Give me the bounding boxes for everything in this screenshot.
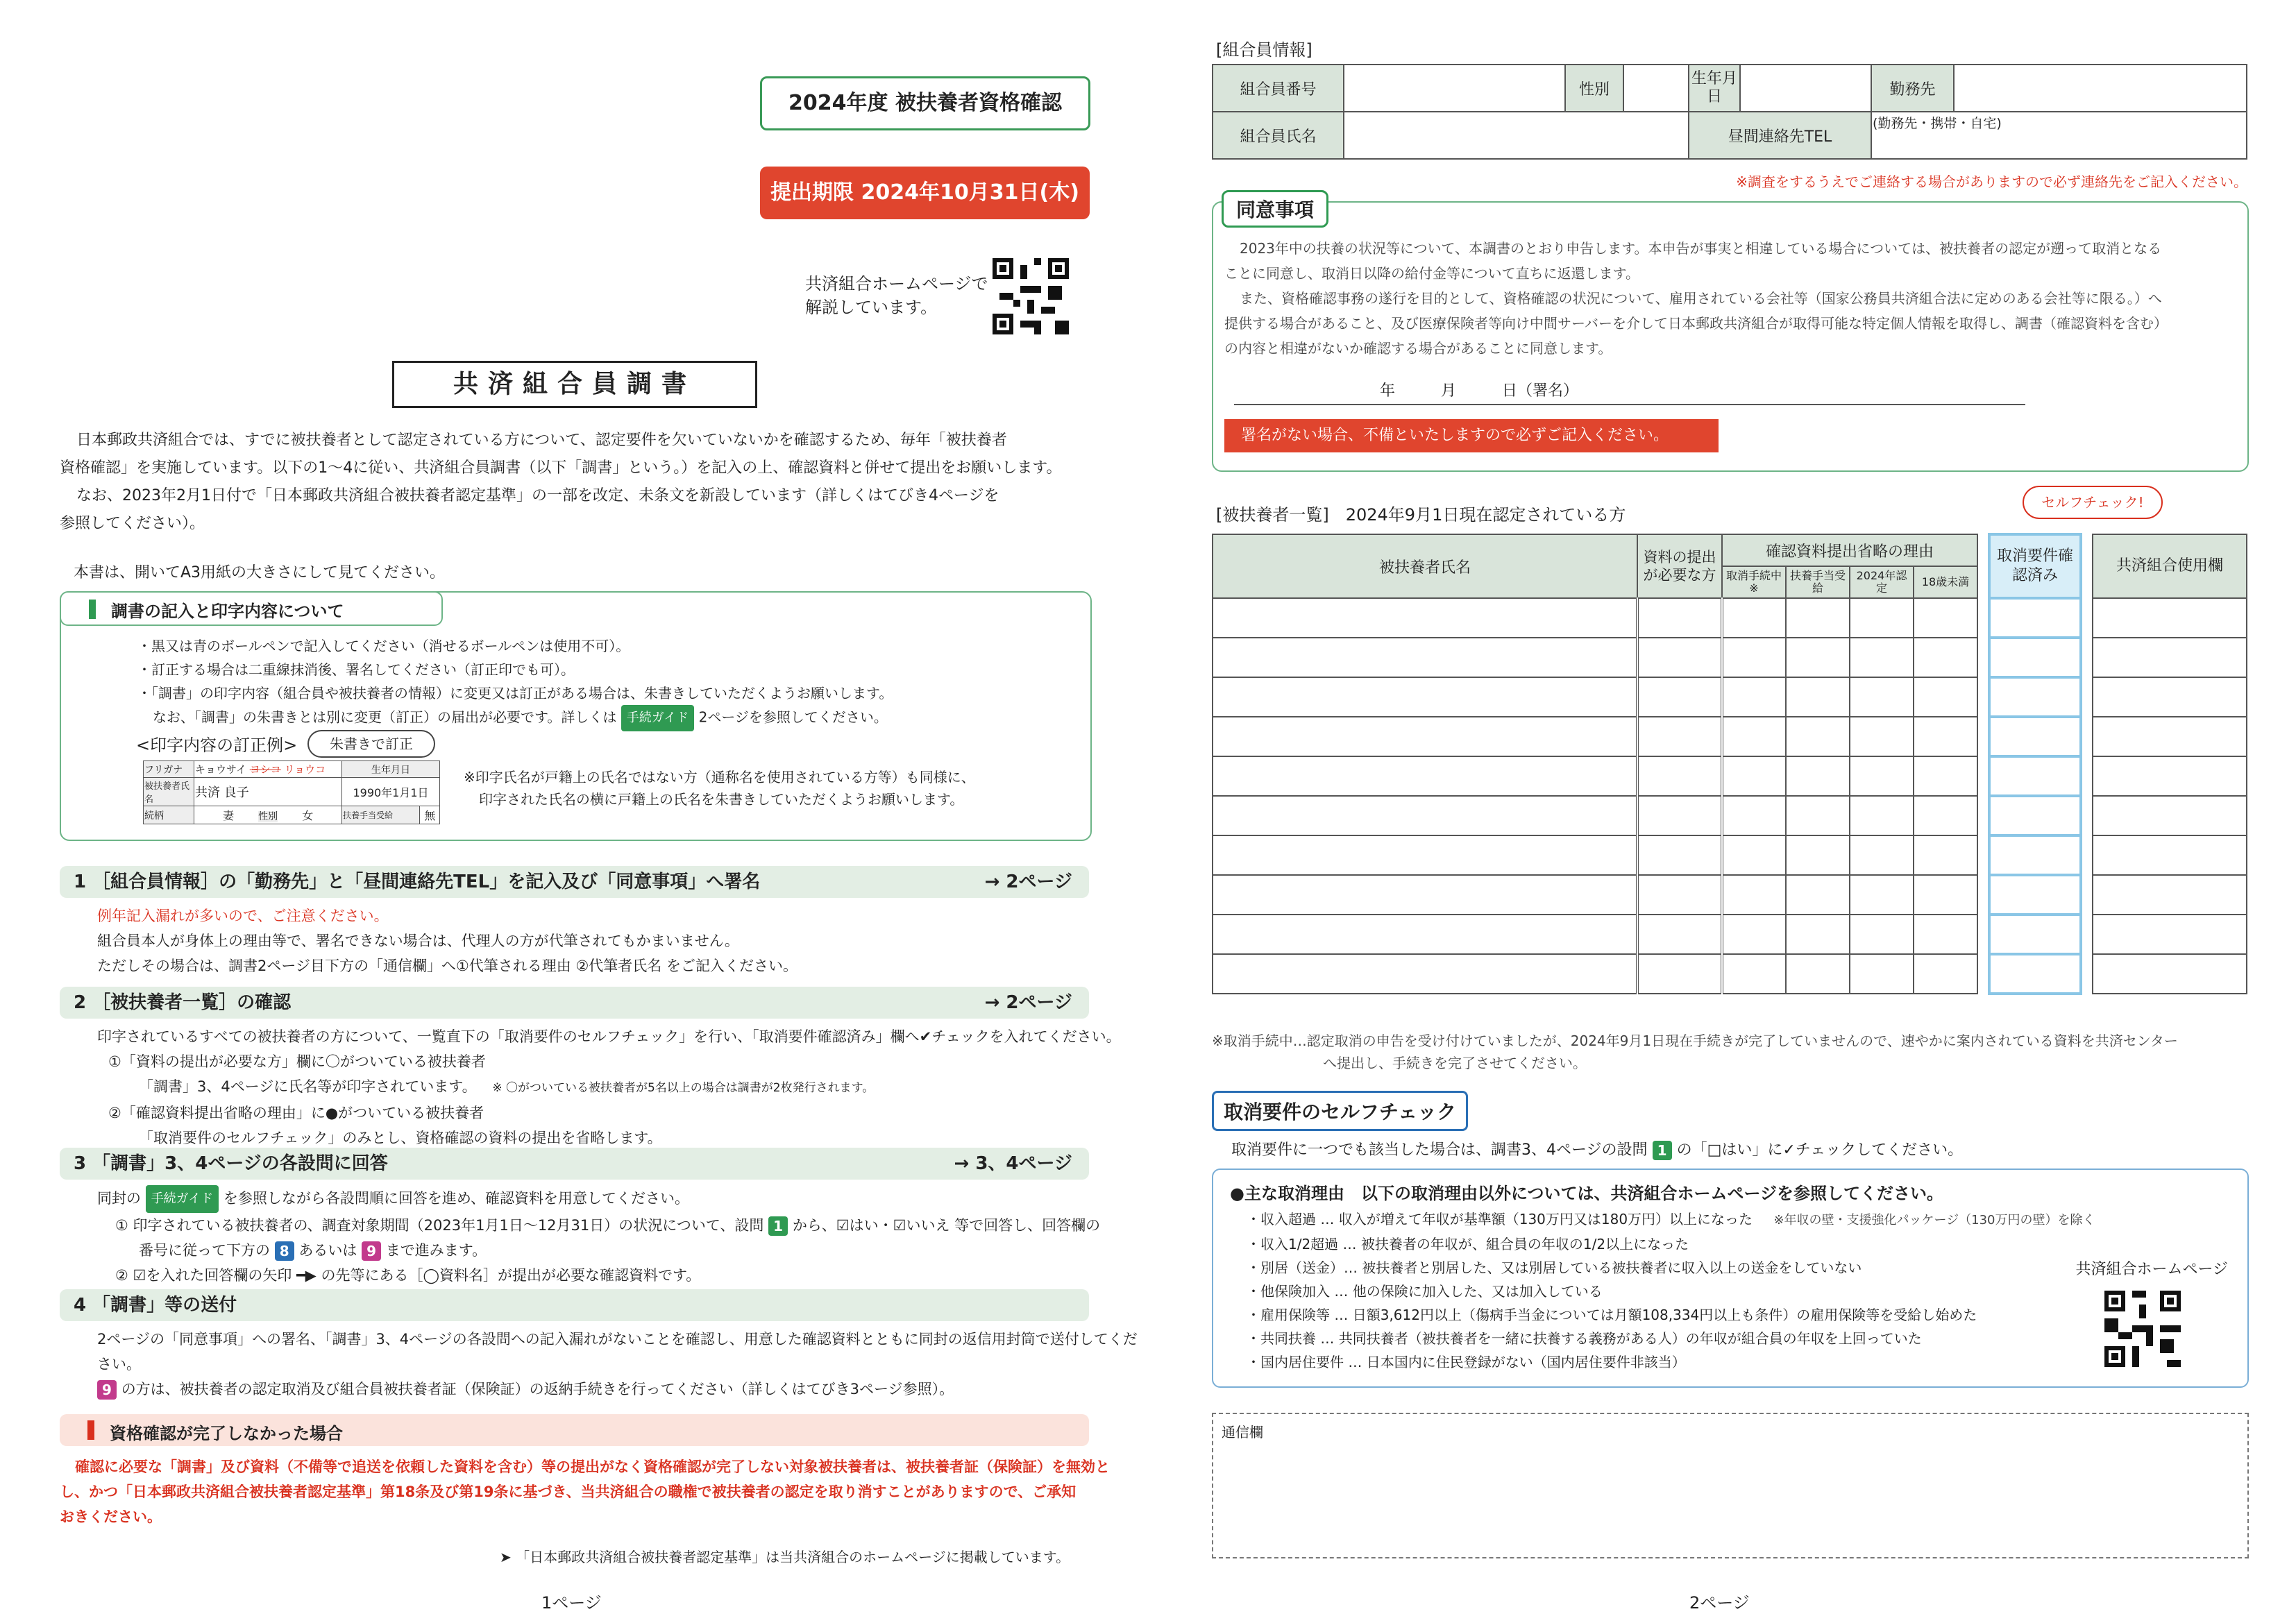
dep-name-cell xyxy=(1213,875,1637,915)
step-9-badge: 9 xyxy=(97,1380,117,1400)
dep-need-cell xyxy=(1637,638,1722,677)
gap xyxy=(1977,534,1989,598)
section-2-line: ②「確認資料提出省略の理由」に●がついている被扶養者 xyxy=(108,1105,484,1121)
fill-item: ・訂正する場合は二重線抹消後、署名してください（訂正印でも可）。 xyxy=(137,661,575,678)
tel-note: ※調査をするうえでご連絡する場合がありますので必ず連絡先をご記入ください。 xyxy=(1736,173,2247,190)
bubble-text: 朱書きで訂正 xyxy=(330,736,413,752)
gap xyxy=(1977,915,1989,954)
section-1-line: ただしその場合は、調書2ページ目下方の「通信欄」へ①代筆される理由 ②代筆者氏名 をご記入ください。 xyxy=(97,958,797,974)
dep-row xyxy=(1213,677,2247,717)
dep-check-cell[interactable] xyxy=(1989,796,2081,835)
dep-name-cell xyxy=(1213,915,1637,954)
page-number-2: 2ページ xyxy=(1689,1593,1750,1613)
dep-need-cell xyxy=(1637,915,1722,954)
sample-furigana-red: リョウコ xyxy=(284,763,326,776)
fill-instructions-box xyxy=(60,591,1092,841)
gap xyxy=(2081,796,2093,835)
dep-r3-cell xyxy=(1850,915,1914,954)
sample-name: 共済 良子 xyxy=(194,778,342,806)
incomplete-title: 資格確認が完了しなかった場合 xyxy=(110,1424,343,1443)
gap xyxy=(1977,796,1989,835)
section-3-body xyxy=(97,1185,1100,1288)
fill-box-title: 調書の記入と印字内容について xyxy=(111,602,344,621)
dep-r1-header: 取消手続中※ xyxy=(1722,566,1786,598)
section-1-title: 1 ［組合員情報］の「勤務先」と「昼間連絡先TEL」を記入及び「同意事項」へ署名 xyxy=(74,872,761,892)
dep-r1-cell xyxy=(1722,756,1786,796)
gap xyxy=(2081,954,2093,994)
dep-need-header: 資料の提出が必要な方 xyxy=(1637,534,1722,598)
signature-date-label: 年 月 日（署名） xyxy=(1380,382,1579,400)
dep-use-cell xyxy=(2093,835,2247,875)
dep-name-cell xyxy=(1213,638,1637,677)
hp-note xyxy=(805,272,988,319)
dep-r2-cell xyxy=(1786,598,1850,638)
dep-r4-cell xyxy=(1914,796,1977,835)
dep-check-cell[interactable] xyxy=(1989,915,2081,954)
dep-r3-cell xyxy=(1850,717,1914,756)
fill-box-header xyxy=(60,591,443,626)
section-2-line: ①「資料の提出が必要な方」欄に〇がついている被扶養者 xyxy=(108,1053,486,1070)
section-3-text: 番号に従って下方の xyxy=(139,1242,270,1259)
dep-r3-cell xyxy=(1850,796,1914,835)
dep-row xyxy=(1213,835,2247,875)
sample-dob-label: 生年月日 xyxy=(342,761,440,778)
dep-rows xyxy=(1213,598,2247,994)
dob-field[interactable] xyxy=(1740,65,1871,112)
dep-r1-cell xyxy=(1722,875,1786,915)
example-label: <印字内容の訂正例> xyxy=(136,736,298,755)
consent-line: また、資格確認事務の遂行を目的として、資格確認の状況について、雇用されている会社等（国家公務員共済組合法に定めのある会社等に限る。）へ xyxy=(1240,290,2162,307)
dep-row xyxy=(1213,954,2247,994)
dep-name-cell xyxy=(1213,796,1637,835)
section-4-title: 4 「調書」等の送付 xyxy=(74,1295,237,1316)
gap xyxy=(1977,638,1989,677)
communication-title: 通信欄 xyxy=(1222,1424,1263,1441)
cancel-reason: ・別居（送金）… 被扶養者と別居した、又は別居している被扶養者に収入以上の送金をしていない xyxy=(1247,1259,1862,1276)
dep-r1-cell xyxy=(1722,598,1786,638)
section-3-line3 xyxy=(97,1238,1100,1263)
dep-r3-cell xyxy=(1850,875,1914,915)
gap xyxy=(1977,717,1989,756)
section-3-bar xyxy=(60,1148,1089,1180)
tel-hint: (勤務先・携帯・自宅) xyxy=(1873,116,2002,131)
section-2-bar xyxy=(60,987,1089,1019)
dob-label: 生年月日 xyxy=(1689,65,1740,112)
section-2-page: → 2ページ xyxy=(984,992,1072,1013)
dep-r3-cell xyxy=(1850,835,1914,875)
section-4-bar xyxy=(60,1289,1089,1321)
section-3-line: ② ☑を入れた回答欄の矢印 ━▶ の先等にある［◯資料名］が提出が必要な確認資料です。 xyxy=(115,1267,701,1284)
question-1-badge: 1 xyxy=(1653,1141,1672,1160)
tel-field[interactable] xyxy=(1871,112,2247,159)
section-3-page: → 3、4ページ xyxy=(954,1153,1072,1174)
section-1-bar xyxy=(60,866,1089,898)
dep-need-cell xyxy=(1637,796,1722,835)
dep-reason-header: 確認資料提出省略の理由 xyxy=(1722,534,1977,566)
step-9-badge: 9 xyxy=(362,1241,381,1261)
section-3-text: から、☑はい・☑いいえ 等で回答し、回答欄の xyxy=(792,1217,1101,1234)
dep-use-cell xyxy=(2093,875,2247,915)
member-number-label: 組合員番号 xyxy=(1213,65,1344,112)
dep-check-cell[interactable] xyxy=(1989,756,2081,796)
dep-r1-cell xyxy=(1722,796,1786,835)
sample-furigana-strike: ヨシコ xyxy=(249,763,281,776)
communication-box[interactable] xyxy=(1212,1413,2249,1558)
dep-need-cell xyxy=(1637,677,1722,717)
gap xyxy=(1977,598,1989,638)
dep-name-cell xyxy=(1213,756,1637,796)
section-2-note: ※ 〇がついている被扶養者が5名以上の場合は調書が2枚発行されます。 xyxy=(492,1081,875,1095)
incomplete-bar xyxy=(60,1414,1089,1446)
dep-r2-cell xyxy=(1786,677,1850,717)
consent-title: 同意事項 xyxy=(1236,198,1315,221)
dep-check-cell[interactable] xyxy=(1989,598,2081,638)
incomplete-line: おきください。 xyxy=(60,1509,162,1525)
selfcheck-desc-text: の「□はい」に✓チェックしてください。 xyxy=(1676,1141,1964,1159)
workplace-field[interactable] xyxy=(1954,65,2247,112)
sample-dob: 1990年1月1日 xyxy=(342,778,440,806)
dep-need-cell xyxy=(1637,875,1722,915)
section-2-text: 「調書」3、4ページに氏名等が印字されています。 xyxy=(139,1078,477,1095)
sample-furigana-label: フリガナ xyxy=(144,761,194,778)
section-4-line: 2ページの「同意事項」への署名、「調書」3、4ページの各設問への記入漏れがないことを確認し、用意した確認資料とともに同封の返信用封筒で送付してくだ xyxy=(97,1331,1138,1348)
dep-r3-cell xyxy=(1850,677,1914,717)
page-2 xyxy=(1148,0,2296,1623)
dep-check-cell[interactable] xyxy=(1989,717,2081,756)
section-1-page: → 2ページ xyxy=(984,872,1072,892)
deadline-banner xyxy=(760,167,1090,219)
signature-warning-text: 署名がない場合、不備といたしますので必ずご記入ください。 xyxy=(1241,427,1669,444)
incomplete-line: し、かつ「日本郵政共済組合被扶養者認定基準」第18条及び第19条に基づき、当共済組合の職権で被扶養者の認定を取り消すことがありますので、ご承知 xyxy=(60,1484,1077,1500)
dep-use-header: 共済組合使用欄 xyxy=(2093,534,2247,598)
consent-box xyxy=(1212,198,2249,472)
gap xyxy=(1977,756,1989,796)
sample-sex-label: 性別 xyxy=(258,811,278,822)
dep-use-cell xyxy=(2093,677,2247,717)
dep-r1-cell xyxy=(1722,677,1786,717)
section-3-text: ① 印字されている被扶養者の、調査対象期間（2023年1月1日～12月31日）の状況について、設問 xyxy=(115,1217,764,1234)
gap xyxy=(1977,875,1989,915)
gap xyxy=(2081,915,2093,954)
sample-note: 印字された氏名の横に戸籍上の氏名を朱書きしていただくようお願いします。 xyxy=(479,791,964,808)
dep-row xyxy=(1213,756,2247,796)
tel-label: 昼間連絡先TEL xyxy=(1689,112,1871,159)
page-number-1: 1ページ xyxy=(541,1593,602,1613)
selfcheck-bubble xyxy=(2023,486,2163,519)
section-3-text: を参照しながら各設問順に回答を進め、確認資料を用意してください。 xyxy=(223,1190,690,1207)
hp-note-line1: 共済組合ホームページで xyxy=(805,274,988,294)
dep-use-cell xyxy=(2093,915,2247,954)
cancel-reason: ・雇用保険等 … 日額3,612円以上（傷病手当金については月額108,334円以上も条件）の雇用保険等を受給し始めた xyxy=(1247,1307,1977,1323)
incomplete-body xyxy=(60,1454,1110,1529)
sample-rel-label: 続柄 xyxy=(144,806,194,824)
dep-r2-cell xyxy=(1786,954,1850,994)
intro-line: なお、2023年2月1日付で「日本郵政共済組合被扶養者認定基準」の一部を改定、未条文を新設しています（詳しくはてびき4ページを xyxy=(76,487,999,504)
member-name-label: 組合員氏名 xyxy=(1213,112,1344,159)
section-3-text: あるいは xyxy=(298,1242,357,1259)
dep-need-cell xyxy=(1637,756,1722,796)
section-2-line: 「取消要件のセルフチェック」のみとし、資格確認の資料の提出を省略します。 xyxy=(139,1130,662,1146)
sample-furigana-cell xyxy=(194,761,342,778)
dep-row xyxy=(1213,717,2247,756)
dep-r2-cell xyxy=(1786,717,1850,756)
question-1-badge: 1 xyxy=(768,1216,788,1236)
dep-check-cell[interactable] xyxy=(1989,875,2081,915)
dep-name-cell xyxy=(1213,835,1637,875)
dep-r4-cell xyxy=(1914,954,1977,994)
dep-r1-cell xyxy=(1722,717,1786,756)
gap xyxy=(2081,638,2093,677)
qr-code-icon[interactable] xyxy=(2104,1291,2181,1367)
cancel-reason-note: ※年収の壁・支援強化パッケージ（130万円の壁）を除く xyxy=(1773,1213,2095,1227)
gap xyxy=(2081,717,2093,756)
dep-name-cell xyxy=(1213,954,1637,994)
dep-check-cell[interactable] xyxy=(1989,677,2081,717)
procedure-guide-tag: 手続ガイド xyxy=(621,705,694,731)
gap xyxy=(2081,756,2093,796)
year-box-text: 2024年度 被扶養者資格確認 xyxy=(788,91,1062,115)
section-1-line: 組合員本人が身体上の理由等で、署名できない場合は、代理人の方が代筆されてもかまいません。 xyxy=(97,933,739,949)
section-2-line: 印字されているすべての被扶養者の方について、一覧直下の「取消要件のセルフチェック」を行い、「取消要件確認済み」欄へ✔チェックを入れてください。 xyxy=(97,1028,1121,1045)
dep-r3-cell xyxy=(1850,756,1914,796)
dep-need-cell xyxy=(1637,835,1722,875)
sample-name-label: 被扶養者氏名 xyxy=(144,778,194,806)
dep-use-cell xyxy=(2093,717,2247,756)
green-mark xyxy=(89,600,96,619)
sample-proc-label: 扶養手当受給 xyxy=(342,806,420,824)
dep-check-cell[interactable] xyxy=(1989,835,2081,875)
member-name-field[interactable] xyxy=(1344,112,1689,159)
correction-bubble xyxy=(307,730,435,758)
dep-r2-cell xyxy=(1786,638,1850,677)
dep-r3-cell xyxy=(1850,638,1914,677)
selfcheck-desc xyxy=(1231,1138,1963,1160)
gap xyxy=(2081,598,2093,638)
gap xyxy=(2081,677,2093,717)
dep-use-cell xyxy=(2093,756,2247,796)
dep-check-cell[interactable] xyxy=(1989,638,2081,677)
gap xyxy=(2081,835,2093,875)
dep-r1-cell xyxy=(1722,915,1786,954)
fill-item: ・黒又は青のボールペンで記入してください（消せるボールペンは使用不可）。 xyxy=(137,638,630,654)
cancel-reason-item1 xyxy=(1247,1207,2095,1232)
sex-label: 性別 xyxy=(1565,65,1623,112)
fill-items xyxy=(137,634,893,731)
cancel-reason: ・収入1/2超過 … 被扶養者の年収が、組合員の年収の1/2以上になった xyxy=(1247,1236,1689,1252)
dep-row xyxy=(1213,796,2247,835)
dep-name-cell xyxy=(1213,677,1637,717)
cancel-reason: ・国内居住要件 … 日本国内に住民登録がない（国内居住要件非該当） xyxy=(1247,1354,1686,1370)
dep-r2-cell xyxy=(1786,756,1850,796)
dep-use-cell xyxy=(2093,598,2247,638)
dep-r1-cell xyxy=(1722,954,1786,994)
consent-title-box xyxy=(1222,190,1328,228)
dep-r4-cell xyxy=(1914,717,1977,756)
footer-note: ➤ 「日本郵政共済組合被扶養者認定基準」は当共済組合のホームページに掲載しています。 xyxy=(500,1549,1070,1565)
intro-line: 参照してください）。 xyxy=(60,515,205,532)
dep-r4-cell xyxy=(1914,598,1977,638)
dep-r4-header: 18歳未満 xyxy=(1914,566,1977,598)
fill-item-text: 2ページを参照してください。 xyxy=(698,708,888,726)
deadline-text: 提出期限 2024年10月31日(木) xyxy=(770,180,1079,205)
dep-use-cell xyxy=(2093,796,2247,835)
cancel-reasons-list xyxy=(1247,1207,2095,1374)
hp-label: 共済組合ホームページ xyxy=(2075,1261,2228,1278)
sample-proc: 無 xyxy=(420,806,440,824)
dep-row xyxy=(1213,875,2247,915)
dep-check-header: 取消要件確認済み xyxy=(1989,534,2081,598)
dependents-notes xyxy=(1212,1030,2178,1074)
dep-r4-cell xyxy=(1914,915,1977,954)
dep-r2-header: 扶養手当受給 xyxy=(1786,566,1850,598)
consent-line: の内容と相違がないか確認する場合があることに同意します。 xyxy=(1224,340,1612,357)
section-2-title: 2 ［被扶養者一覧］の確認 xyxy=(74,992,292,1013)
section-1-warning: 例年記入漏れが多いので、ご注意ください。 xyxy=(97,908,389,924)
a3-note: 本書は、開いてA3用紙の大きさにして見てください。 xyxy=(74,564,446,581)
dep-r4-cell xyxy=(1914,835,1977,875)
section-4-line3 xyxy=(97,1377,1138,1402)
dep-r3-cell xyxy=(1850,954,1914,994)
sex-field[interactable] xyxy=(1623,65,1689,112)
section-2-line3 xyxy=(97,1074,1121,1101)
gap xyxy=(1977,954,1989,994)
dep-need-cell xyxy=(1637,954,1722,994)
dep-note: ※取消手続中…認定取消の申告を受け付けていましたが、2024年9月1日現在手続きが完了していませんので、速やかに案内されている資料を共済センター xyxy=(1212,1033,2178,1049)
dep-note: へ提出し、手続きを完了させてください。 xyxy=(1323,1055,1587,1071)
main-title-box xyxy=(392,361,757,408)
year-box xyxy=(760,76,1090,130)
sample-table xyxy=(143,760,440,824)
selfcheck-bubble-text: セルフチェック! xyxy=(2041,494,2144,511)
dep-r2-cell xyxy=(1786,875,1850,915)
sample-rel: 妻 xyxy=(223,809,235,822)
gap xyxy=(1977,677,1989,717)
consent-line: 提供する場合があること、及び医療保険者等向け中間サーバーを介して日本郵政共済組合が取得可能な特定個人情報を取得し、調書（確認資料を含む） xyxy=(1224,315,2168,332)
sample-notes xyxy=(464,766,975,810)
consent-text xyxy=(1224,236,2168,361)
signature-line[interactable] xyxy=(1234,376,2025,405)
gap xyxy=(2081,875,2093,915)
qr-code-icon[interactable] xyxy=(993,258,1069,334)
dep-name-cell xyxy=(1213,598,1637,638)
cancel-reason-text: ・収入超過 … 収入が増えて年収が基準額（130万円又は180万円）以上になった xyxy=(1247,1211,1753,1227)
dep-r2-cell xyxy=(1786,915,1850,954)
section-4-text: の方は、被扶養者の認定取消及び組合員被扶養者証（保険証）の返納手続きを行ってください（詳しくはてびき3ページ参照）。 xyxy=(121,1381,954,1397)
section-3-text: 同封の xyxy=(97,1190,141,1207)
cancel-reason: ・共同扶養 … 共同扶養者（被扶養者を一緒に扶養する義務がある人）の年収が組合員の年収を上回っていた xyxy=(1247,1330,1922,1347)
section-4-line: さい。 xyxy=(97,1356,141,1373)
dep-r2-cell xyxy=(1786,835,1850,875)
dep-need-cell xyxy=(1637,598,1722,638)
hp-note-line2: 解説しています。 xyxy=(805,298,938,317)
cancel-reason: ・他保険加入 … 他の保険に加入した、又は加入している xyxy=(1247,1283,1603,1300)
dep-use-cell xyxy=(2093,954,2247,994)
section-2-body xyxy=(97,1024,1121,1150)
consent-line: ことに同意し、取消日以降の給付金等について直ちに返還します。 xyxy=(1224,265,1639,282)
selfcheck-title-box xyxy=(1212,1091,1468,1131)
dep-r1-cell xyxy=(1722,835,1786,875)
member-info-table xyxy=(1212,64,2247,160)
fill-item-text: なお、「調書」の朱書きとは別に変更（訂正）の届出が必要です。詳しくは xyxy=(153,708,617,726)
cancel-reasons-box xyxy=(1212,1169,2249,1388)
dep-r1-cell xyxy=(1722,638,1786,677)
dep-name-cell xyxy=(1213,717,1637,756)
dep-r4-cell xyxy=(1914,875,1977,915)
dep-need-cell xyxy=(1637,717,1722,756)
fill-item: ・「調書」の印字内容（組合員や被扶養者の情報）に変更又は訂正がある場合は、朱書きしていただくようお願いします。 xyxy=(137,685,893,702)
member-info-title: [組合員情報] xyxy=(1216,40,1312,60)
section-1-body xyxy=(97,903,797,978)
main-title: 共済組合員調書 xyxy=(453,370,696,398)
gap xyxy=(1977,835,1989,875)
cancel-reasons-title: ●主な取消理由 以下の取消理由以外については、共済組合ホームページを参照してください。 xyxy=(1230,1184,1943,1203)
dep-r3-header: 2024年認定 xyxy=(1850,566,1914,598)
section-3-line1 xyxy=(97,1185,1100,1213)
red-mark xyxy=(87,1420,94,1440)
sample-furigana: キョウサイ xyxy=(195,763,246,776)
dep-r4-cell xyxy=(1914,638,1977,677)
procedure-guide-tag: 手続ガイド xyxy=(146,1185,219,1213)
dep-use-cell xyxy=(2093,638,2247,677)
dependents-title: [被扶養者一覧] 2024年9月1日現在認定されている方 xyxy=(1216,505,1626,525)
signature-warning xyxy=(1224,419,1719,452)
step-8-badge: 8 xyxy=(275,1241,294,1261)
section-4-body xyxy=(97,1327,1138,1402)
selfcheck-desc-text: 取消要件に一つでも該当した場合は、調書3、4ページの設問 xyxy=(1231,1141,1648,1159)
intro-line: 日本郵政共済組合では、すでに被扶養者として認定されている方について、認定要件を欠いていないかを確認するため、毎年「被扶養者 xyxy=(76,432,1007,449)
incomplete-line: 確認に必要な「調書」及び資料（不備等で追送を依頼した資料を含む）等の提出がなく資格確認が完了しない対象被扶養者は、被扶養者証（保険証）を無効と xyxy=(75,1459,1110,1475)
gap xyxy=(2081,534,2093,598)
dep-r4-cell xyxy=(1914,677,1977,717)
consent-line: 2023年中の扶養の状況等について、本調書のとおり申告します。本申告が事実と相違している場合については、被扶養者の認定が遡って取消となる xyxy=(1240,240,2162,257)
fill-item-line4 xyxy=(137,705,893,731)
intro-text xyxy=(60,427,1101,538)
dependents-table xyxy=(1212,533,2247,995)
sample-note: ※印字氏名が戸籍上の氏名ではない方（通称名を使用されている方等）も同様に、 xyxy=(464,769,975,785)
dep-check-cell[interactable] xyxy=(1989,954,2081,994)
section-3-title: 3 「調書」3、4ページの各設問に回答 xyxy=(74,1153,388,1174)
selfcheck-title: 取消要件のセルフチェック xyxy=(1224,1101,1457,1123)
member-number-field[interactable] xyxy=(1344,65,1565,112)
intro-line: 資格確認」を実施しています。以下の1～4に従い、共済組合員調書（以下「調書」という。）を記入の上、確認資料と併せて提出をお願いします。 xyxy=(60,459,1062,477)
dep-r3-cell xyxy=(1850,598,1914,638)
sample-sex: 女 xyxy=(302,809,314,822)
dep-row xyxy=(1213,638,2247,677)
section-3-text: まで進みます。 xyxy=(385,1242,487,1259)
sample-rel-sex-cell xyxy=(194,806,342,824)
dep-r2-cell xyxy=(1786,796,1850,835)
dep-name-header: 被扶養者氏名 xyxy=(1213,534,1637,598)
section-3-line2 xyxy=(97,1213,1100,1238)
dep-r4-cell xyxy=(1914,756,1977,796)
dep-row xyxy=(1213,598,2247,638)
dep-row xyxy=(1213,915,2247,954)
workplace-label: 勤務先 xyxy=(1871,65,1954,112)
